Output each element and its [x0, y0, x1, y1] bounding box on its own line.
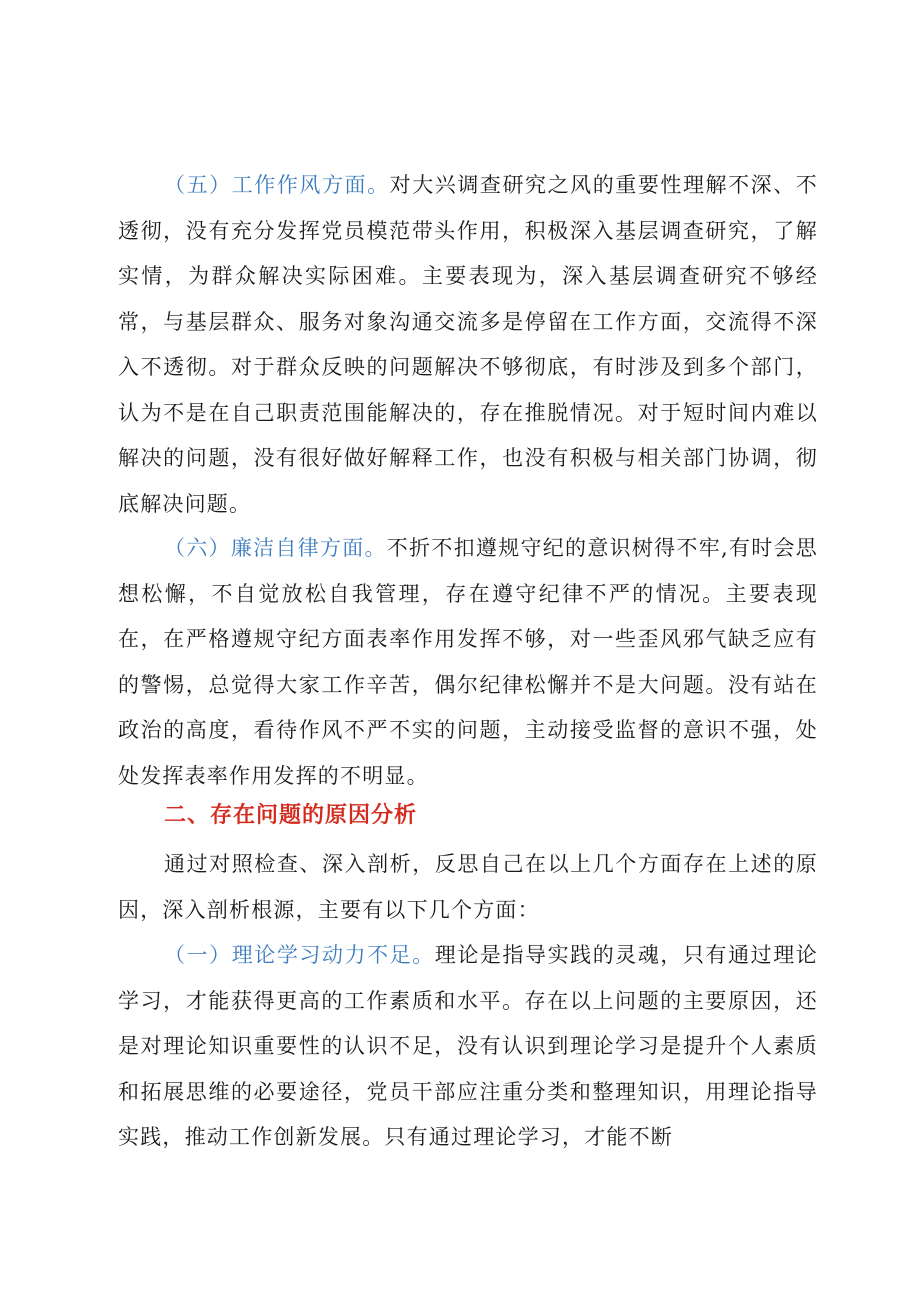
- paragraph-theory-study: [118, 933, 818, 1161]
- section-six-lead: （六）廉洁自律方面。: [164, 536, 387, 560]
- cause-one-lead: （一）理论学习动力不足。: [164, 943, 435, 967]
- paragraph-intro: 通过对照检查、深入剖析，反思自己在以上几个方面存在上述的原因，深入剖析根源，主要有以下几个方面：: [118, 852, 818, 922]
- section-heading-cause-analysis: 二、存在问题的原因分析: [164, 803, 418, 828]
- paragraph-integrity: [118, 526, 818, 799]
- paragraph-work-style: [118, 163, 818, 527]
- section-six-body: 不折不扣遵规守纪的意识树得不牢,有时会思想松懈，不自觉放松自我管理，存在遵守纪律不严的情况。主要表现在，在严格遵规守纪方面表率作用发挥不够，对一些歪风邪气缺乏应有的警惕，总觉得大家工作辛苦，偶尔纪律松懈并不是大问题。没有站在政治的高度，看待作风不严不实的问题，主动接受监督的意识不强，处处发挥表率作用发挥的不明显。: [118, 536, 818, 788]
- section-five-lead: （五）工作作风方面。: [164, 173, 390, 197]
- section-five-body: 对大兴调查研究之风的重要性理解不深、不透彻，没有充分发挥党员模范带头作用，积极深入基层调查研究，了解实情，为群众解决实际困难。主要表现为，深入基层调查研究不够经常，与基层群众、服务对象沟通交流多是停留在工作方面，交流得不深入不透彻。对于群众反映的问题解决不够彻底，有时涉及到多个部门，认为不是在自己职责范围能解决的，存在推脱情况。对于短时间内难以解决的问题，没有很好做好解释工作，也没有积极与相关部门协调，彻底解决问题。: [118, 173, 818, 516]
- cause-one-body: 理论是指导实践的灵魂，只有通过理论学习，才能获得更高的工作素质和水平。存在以上问题的主要原因，还是对理论知识重要性的认识不足，没有认识到理论学习是提升个人素质和拓展思维的必要途径，党员干部应注重分类和整理知识，用理论指导实践，推动工作创新发展。只有通过理论学习，才能不断: [118, 943, 818, 1149]
